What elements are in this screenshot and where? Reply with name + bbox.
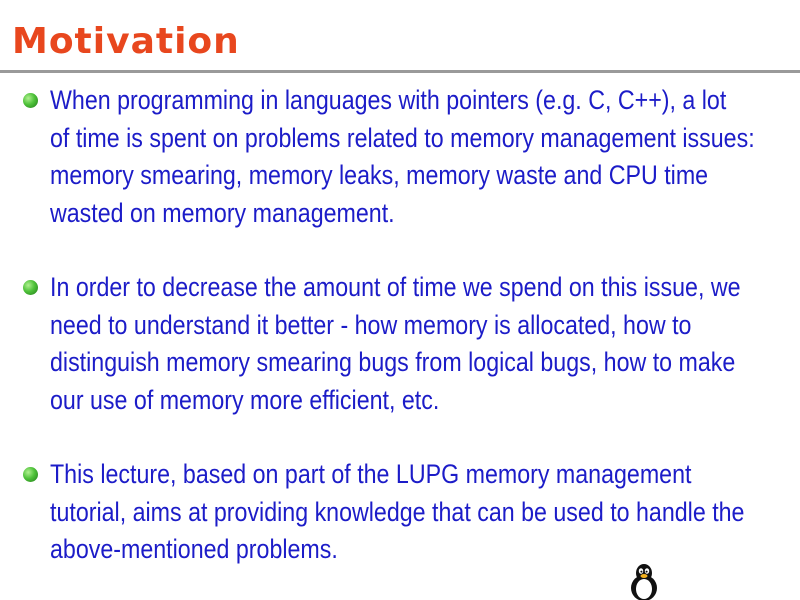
bullet-line: distinguish memory smearing bugs from logical bugs, how to make [50,347,736,377]
bullet-item [20,82,790,232]
bullet-line: our use of memory more efficient, etc. [50,384,440,415]
bullet-text [50,82,790,232]
bullet-line: In order to decrease the amount of time we spend on this issue, we [50,272,741,302]
green-ball-bullet-icon [23,467,38,482]
bullet-line: memory smearing, memory leaks, memory waste and CPU time [50,160,709,190]
bullet-line: This lecture, based on part of the LUPG memory management [50,459,692,489]
bullet-line: wasted on memory management. [50,197,395,228]
bullet-line: tutorial, aims at providing knowledge that can be used to handle the [50,496,745,527]
bullet-text [50,456,790,569]
slide-title: Motivation [12,21,240,62]
bullet-item [20,456,790,569]
green-ball-bullet-icon [23,93,38,108]
title-divider [0,70,800,73]
bullet-line: of time is spent on problems related to memory management issues: [50,122,755,153]
green-ball-bullet-icon [23,280,38,295]
bullet-item [20,269,790,419]
bullet-list [20,82,790,600]
bullet-line: above-mentioned problems. [50,534,338,564]
tux-penguin-icon [624,562,664,600]
bullet-line: When programming in languages with pointers (e.g. C, C++), a lot [50,85,727,115]
bullet-text [50,269,790,419]
bullet-line: need to understand it better - how memory is allocated, how to [50,309,692,340]
